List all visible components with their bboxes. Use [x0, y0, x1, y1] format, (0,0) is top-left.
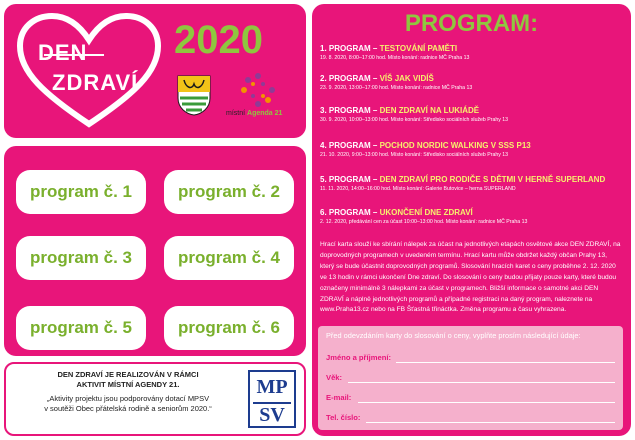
event-6 [320, 208, 625, 225]
footer-text-line1: „Aktivity projektu jsou podporovány dotací MPSV [46, 394, 210, 403]
year-label: 2020 [174, 18, 263, 62]
program-grid-panel [4, 146, 306, 356]
title-panel [4, 4, 306, 138]
program-5-slot: program č. 5 [16, 306, 146, 350]
agenda-prefix: místní [226, 110, 246, 117]
event-3 [320, 106, 625, 123]
event-detail: 11. 11. 2020, 14:00–16:00 hod. Místo konání: Galerie Butovice – herna SUPERLAND [320, 186, 516, 192]
age-field-label: Věk: [326, 373, 343, 382]
event-4 [320, 141, 625, 158]
event-detail: 30. 9. 2020, 10:00–13:00 hod. Místo konání: Středisko sociálních služeb Prahy 13 [320, 117, 509, 123]
event-1 [320, 44, 625, 61]
name-field-label: Jméno a příjmení: [326, 353, 391, 362]
program-3-slot: program č. 3 [16, 236, 146, 280]
event-2 [320, 74, 625, 91]
event-detail: 2. 12. 2020, předávání cen za účast 10:00–13:00 hod. Místo konání: radnice MČ Praha 13 [320, 219, 528, 225]
mpsv-logo-top: MP [256, 376, 288, 398]
prague13-coat-of-arms-icon [176, 74, 212, 116]
den-zdravi-logo [14, 12, 164, 134]
agenda-name: Agenda 21 [247, 110, 283, 117]
event-number: 1. PROGRAM – [320, 44, 378, 53]
footer-text-line2: v soutěži Obec přátelská rodině a seniorům 2020.“ [44, 404, 212, 413]
mpsv-logo-bottom: SV [253, 402, 291, 427]
rules-description: Hrací karta slouží ke sbírání nálepek za účast na jednotlivých etapách osvětové akce DEN ZDRAVÍ, na doprovodných programech v uvedeném termínu. Hrací kartu může obdržet každý občan Prahy 13, který se bude účastnit doprovodných programů. Slosování hracích karet o ceny proběhne 2. 12. 2020 ve 13 hodin v rámci ukončení Dne zdraví. Do slosování o ceny budou přijaty pouze karty, které budou označeny minimálně 3 nálepkami za účast v programech. Bližší informace o samotné akci DEN ZDRAVÍ a náplně jednotlivých programů a případné registraci na daný program, naleznete na www.Praha13.cz nebo na FB Šťastná třináctka. Změna programu a času vyhrazena. [320, 241, 621, 314]
phone-field[interactable] [366, 422, 615, 423]
event-number: 6. PROGRAM – [320, 208, 378, 217]
name-field[interactable] [396, 362, 615, 363]
agenda21-logo-icon [240, 72, 276, 108]
program-4-slot: program č. 4 [164, 236, 294, 280]
event-number: 5. PROGRAM – [320, 175, 378, 184]
footer-text [10, 394, 246, 414]
agenda21-label [226, 110, 282, 117]
program-2-slot: program č. 2 [164, 170, 294, 214]
event-detail: 23. 9. 2020, 13:00–17:00 hod. Místo konání: radnice MČ Praha 13 [320, 85, 473, 91]
sponsor-footer [4, 362, 306, 436]
footer-title-line1: DEN ZDRAVÍ JE REALIZOVÁN V RÁMCI [57, 370, 199, 379]
event-detail: 21. 10. 2020, 9:00–13:00 hod. Místo konání: Středisko sociálních služeb Prahy 13 [320, 152, 509, 158]
footer-title [10, 370, 246, 390]
program-1-slot: program č. 1 [16, 170, 146, 214]
program-heading: PROGRAM: [404, 10, 539, 37]
logo-word-den: DEN [38, 40, 88, 65]
email-field-label: E-mail: [326, 393, 352, 402]
logo-word-zdravi: ZDRAVÍ [52, 70, 139, 95]
event-name: DEN ZDRAVÍ NA LUKIÁDĚ [379, 106, 480, 115]
age-field[interactable] [348, 382, 615, 383]
event-5 [320, 175, 625, 192]
event-name: TESTOVÁNÍ PAMĚTI [379, 44, 458, 53]
email-field[interactable] [358, 402, 615, 403]
event-number: 4. PROGRAM – [320, 141, 378, 150]
event-name: DEN ZDRAVÍ PRO RODIČE S DĚTMI V HERNĚ SUPERLAND [379, 175, 606, 184]
event-name: UKONČENÍ DNE ZDRAVÍ [379, 208, 473, 217]
event-name: VÍŠ JAK VIDÍŠ [379, 74, 434, 83]
event-number: 3. PROGRAM – [320, 106, 378, 115]
footer-title-line2: AKTIVIT MÍSTNÍ AGENDY 21. [76, 380, 180, 389]
entry-form [318, 326, 623, 430]
mpsv-logo [248, 370, 296, 428]
program-6-slot: program č. 6 [164, 306, 294, 350]
program-schedule-panel [312, 4, 631, 436]
phone-field-label: Tel. číslo: [326, 413, 361, 422]
form-intro: Před odevzdáním karty do slosování o ceny, vyplňte prosím následující údaje: [326, 331, 581, 340]
event-number: 2. PROGRAM – [320, 74, 378, 83]
event-detail: 19. 8. 2020, 8:00–17:00 hod. Místo konání: radnice MČ Praha 13 [320, 55, 470, 61]
event-name: POCHOD NORDIC WALKING V SSS P13 [379, 141, 531, 150]
